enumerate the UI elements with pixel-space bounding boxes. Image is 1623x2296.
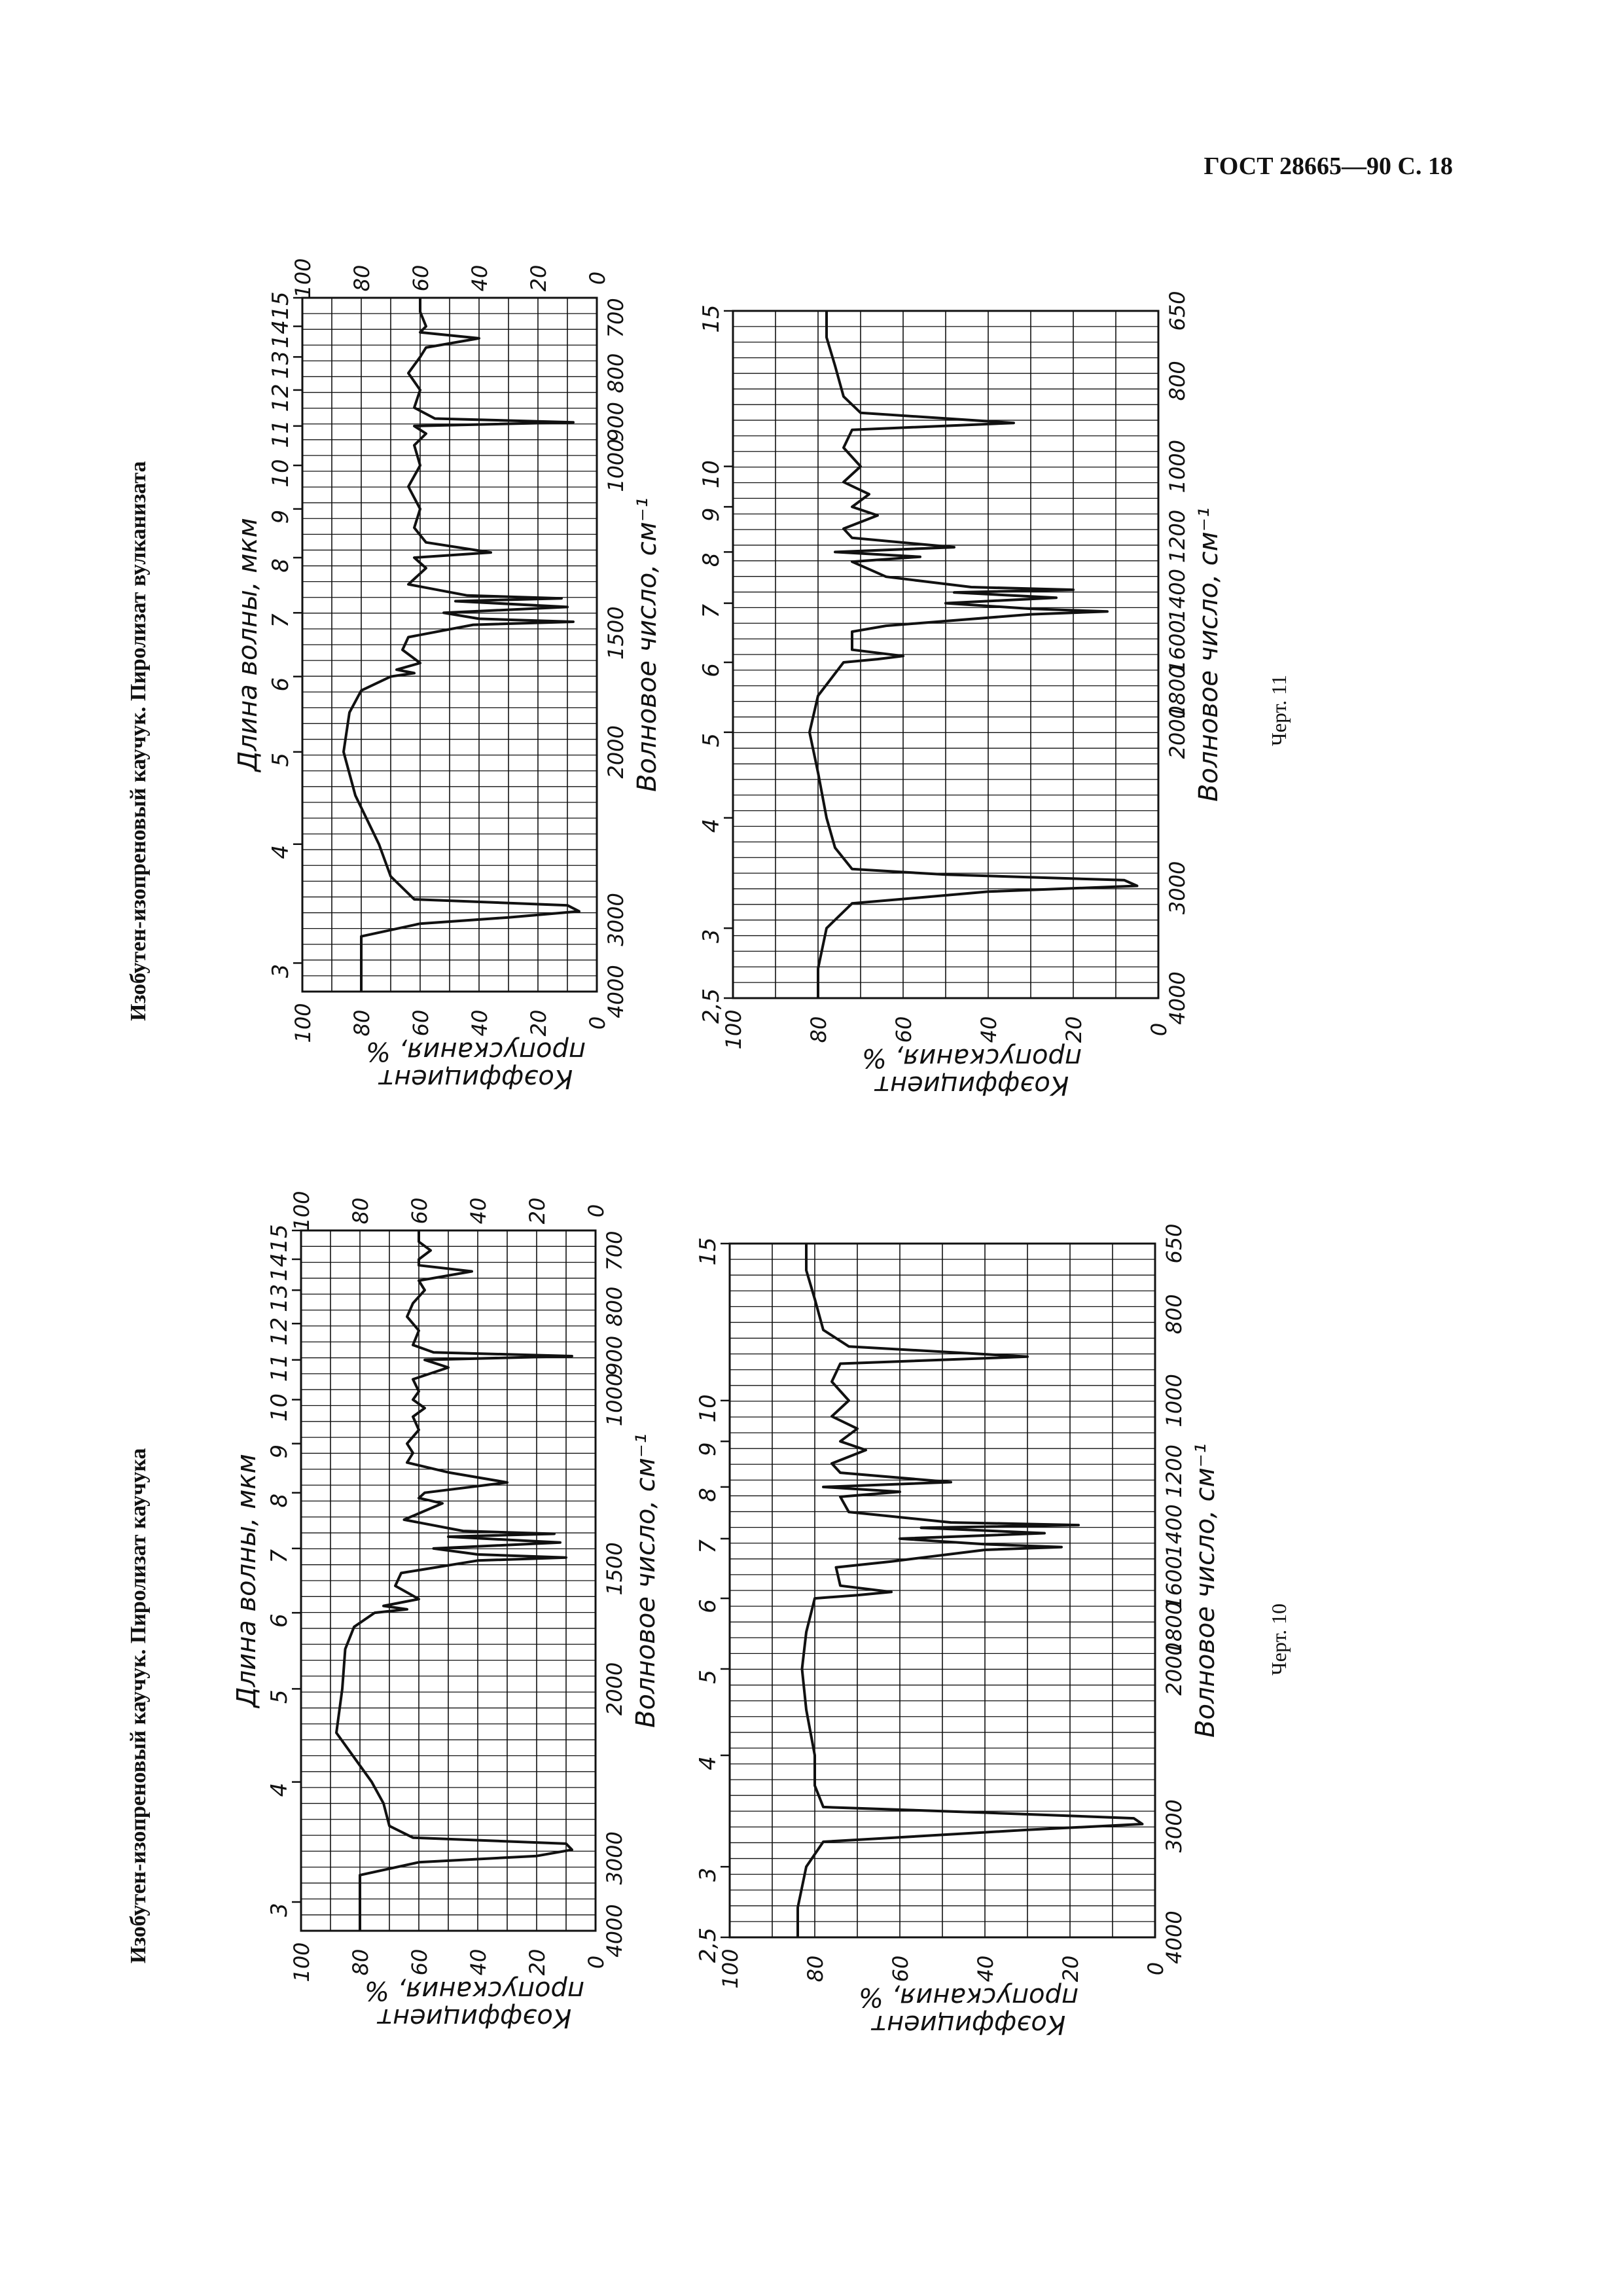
wavelength-tick-label: 3 bbox=[698, 929, 724, 943]
transmittance-tick-label: 40 bbox=[976, 1016, 1001, 1043]
wavenumber-axis-title: Волновое число, см⁻¹ bbox=[1194, 507, 1224, 802]
transmittance-tick-label-top: 20 bbox=[525, 1197, 550, 1225]
transmittance-tick-label-top: 80 bbox=[349, 264, 374, 292]
wavelength-tick-label: 2,5 bbox=[695, 1927, 721, 1964]
transmittance-tick-label: 80 bbox=[806, 1016, 831, 1043]
transmittance-tick-label: 0 bbox=[585, 1016, 610, 1030]
wavelength-tick-label: 8 bbox=[698, 552, 724, 567]
wavelength-tick-label: 15 bbox=[698, 304, 724, 333]
wavenumber-tick-label: 800 bbox=[1162, 1294, 1186, 1335]
wavenumber-tick-label: 700 bbox=[603, 298, 628, 338]
wavelength-tick-label: 10 bbox=[266, 1393, 293, 1422]
transmittance-tick-label: 80 bbox=[348, 1948, 373, 1976]
transmittance-axis-title-line2: пропускания, % bbox=[364, 1975, 585, 2005]
transmittance-tick-label: 60 bbox=[891, 1016, 916, 1043]
chart-panel-3 bbox=[233, 258, 662, 1094]
wavenumber-tick-label: 2000 bbox=[1165, 706, 1190, 759]
wavelength-tick-label: 12 bbox=[266, 1317, 293, 1346]
wavenumber-tick-label: 2000 bbox=[602, 1662, 627, 1716]
transmittance-tick-label-top: 0 bbox=[584, 1204, 609, 1218]
wavelength-axis-title: Длина волны, мкм bbox=[232, 1454, 262, 1708]
wavenumber-tick-label: 800 bbox=[603, 353, 628, 393]
wavenumber-tick-label: 800 bbox=[1165, 361, 1190, 401]
wavelength-tick-label: 8 bbox=[268, 558, 294, 573]
transmittance-tick-label: 40 bbox=[466, 1948, 491, 1976]
transmittance-tick-label-top: 100 bbox=[289, 1191, 314, 1231]
wavelength-tick-label: 14 bbox=[266, 1253, 293, 1282]
wavelength-tick-label: 3 bbox=[266, 1903, 293, 1917]
transmittance-tick-label: 80 bbox=[803, 1955, 828, 1982]
wavelength-tick-label: 4 bbox=[268, 844, 294, 859]
transmittance-tick-label: 80 bbox=[349, 1009, 374, 1037]
wavelength-tick-label: 8 bbox=[266, 1493, 293, 1508]
wavenumber-tick-label: 2000 bbox=[1162, 1642, 1186, 1696]
wavelength-tick-label: 9 bbox=[266, 1444, 293, 1459]
chart-panel-2 bbox=[695, 1223, 1221, 2039]
wavenumber-tick-label: 900 bbox=[603, 401, 628, 442]
wavenumber-tick-label: 1500 bbox=[603, 606, 628, 660]
wavelength-tick-label: 5 bbox=[695, 1670, 721, 1684]
wavelength-tick-label: 6 bbox=[695, 1599, 721, 1613]
wavenumber-tick-label: 1000 bbox=[603, 439, 628, 492]
transmittance-tick-label: 0 bbox=[1143, 1962, 1168, 1976]
transmittance-tick-label: 100 bbox=[291, 1003, 315, 1043]
wavenumber-tick-label: 3000 bbox=[603, 893, 628, 946]
chart-panel-4 bbox=[698, 291, 1224, 1100]
chart-panel-1 bbox=[232, 1191, 661, 2033]
wavenumber-tick-label: 650 bbox=[1162, 1223, 1186, 1264]
wavenumber-tick-label: 900 bbox=[602, 1335, 627, 1376]
wavenumber-tick-label: 1400 bbox=[1165, 569, 1190, 622]
wavenumber-tick-label: 1000 bbox=[1165, 439, 1190, 493]
wavenumber-axis-title: Волновое число, см⁻¹ bbox=[1190, 1443, 1221, 1738]
caption-right: Черт. 11 bbox=[1267, 675, 1291, 746]
transmittance-axis-title-line1: Коэффициент bbox=[377, 2003, 572, 2033]
wavenumber-tick-label: 3000 bbox=[1162, 1799, 1186, 1853]
transmittance-tick-label-top: 60 bbox=[408, 264, 433, 292]
wavenumber-tick-label: 3000 bbox=[602, 1831, 627, 1885]
wavelength-tick-label: 11 bbox=[268, 420, 294, 448]
wavenumber-tick-label: 800 bbox=[602, 1286, 627, 1327]
wavelength-tick-label: 2,5 bbox=[698, 988, 724, 1024]
wavelength-tick-label: 12 bbox=[268, 384, 294, 412]
transmittance-tick-label: 60 bbox=[408, 1009, 433, 1037]
transmittance-tick-label: 100 bbox=[289, 1942, 314, 1982]
transmittance-tick-label: 20 bbox=[1058, 1955, 1083, 1982]
wavelength-tick-label: 5 bbox=[266, 1689, 293, 1704]
transmittance-tick-label-top: 100 bbox=[291, 258, 315, 298]
wavelength-tick-label: 9 bbox=[695, 1442, 721, 1457]
transmittance-tick-label-top: 40 bbox=[467, 264, 492, 292]
transmittance-tick-label: 40 bbox=[467, 1009, 492, 1037]
section-left-title: Изобутен-изопреновый каучук. Пиролизат каучука bbox=[126, 1448, 151, 1964]
transmittance-tick-label: 60 bbox=[888, 1955, 913, 1982]
transmittance-tick-label: 100 bbox=[721, 1009, 746, 1050]
page-header: ГОСТ 28665—90 С. 18 bbox=[1204, 152, 1453, 180]
wavenumber-tick-label: 3000 bbox=[1165, 861, 1190, 915]
transmittance-tick-label-top: 80 bbox=[348, 1197, 373, 1225]
wavenumber-tick-label: 1600 bbox=[1162, 1556, 1186, 1609]
wavelength-tick-label: 10 bbox=[268, 459, 294, 488]
transmittance-tick-label-top: 60 bbox=[407, 1197, 432, 1225]
wavelength-tick-label: 5 bbox=[268, 752, 294, 767]
wavenumber-tick-label: 1600 bbox=[1165, 620, 1190, 673]
wavenumber-tick-label: 1800 bbox=[1162, 1601, 1186, 1655]
wavelength-tick-label: 6 bbox=[268, 677, 294, 692]
transmittance-tick-label: 60 bbox=[407, 1948, 432, 1976]
wavelength-tick-label: 3 bbox=[268, 963, 294, 978]
wavelength-tick-label: 14 bbox=[268, 319, 294, 349]
section-right-title: Изобутен-изопреновый каучук. Пиролизат вулканизата bbox=[126, 461, 151, 1021]
wavelength-tick-label: 9 bbox=[698, 507, 724, 522]
transmittance-axis-title-line2: пропускания, % bbox=[858, 1982, 1079, 2012]
wavenumber-tick-label: 700 bbox=[602, 1230, 627, 1271]
wavelength-tick-label: 11 bbox=[266, 1354, 293, 1382]
transmittance-tick-label: 0 bbox=[1147, 1022, 1171, 1037]
wavelength-tick-label: 8 bbox=[695, 1488, 721, 1502]
wavenumber-tick-label: 650 bbox=[1165, 291, 1190, 331]
transmittance-axis-title-line1: Коэффициент bbox=[871, 2009, 1066, 2039]
wavenumber-axis-title: Волновое число, см⁻¹ bbox=[632, 497, 662, 792]
wavenumber-axis-title: Волновое число, см⁻¹ bbox=[631, 1433, 661, 1728]
wavenumber-tick-label: 4000 bbox=[602, 1904, 627, 1958]
wavelength-tick-label: 13 bbox=[266, 1283, 293, 1312]
wavelength-tick-label: 4 bbox=[698, 818, 724, 833]
wavelength-tick-label: 15 bbox=[695, 1237, 721, 1266]
caption-left: Черт. 10 bbox=[1267, 1603, 1291, 1676]
wavelength-tick-label: 15 bbox=[268, 291, 294, 320]
transmittance-tick-label-top: 40 bbox=[466, 1197, 491, 1225]
wavelength-axis-title: Длина волны, мкм bbox=[233, 518, 263, 772]
wavelength-tick-label: 7 bbox=[268, 613, 294, 628]
transmittance-axis-title-line2: пропускания, % bbox=[861, 1043, 1082, 1073]
wavelength-tick-label: 3 bbox=[695, 1867, 721, 1882]
wavelength-tick-label: 6 bbox=[266, 1613, 293, 1628]
wavelength-tick-label: 7 bbox=[266, 1549, 293, 1564]
charts-group bbox=[232, 258, 1224, 2039]
wavenumber-tick-label: 1200 bbox=[1162, 1444, 1186, 1498]
transmittance-tick-label-top: 20 bbox=[526, 264, 551, 292]
wavenumber-tick-label: 1000 bbox=[602, 1372, 627, 1427]
wavelength-tick-label: 15 bbox=[266, 1224, 293, 1253]
wavelength-tick-label: 4 bbox=[695, 1756, 721, 1770]
wavenumber-tick-label: 1400 bbox=[1162, 1504, 1186, 1558]
transmittance-tick-label: 100 bbox=[718, 1948, 743, 1989]
wavelength-tick-label: 7 bbox=[695, 1539, 721, 1554]
wavenumber-tick-label: 1000 bbox=[1162, 1374, 1186, 1427]
transmittance-tick-label: 20 bbox=[525, 1948, 550, 1976]
transmittance-tick-label: 0 bbox=[584, 1955, 609, 1969]
wavelength-tick-label: 6 bbox=[698, 663, 724, 677]
transmittance-tick-label: 20 bbox=[526, 1009, 551, 1037]
wavelength-tick-label: 5 bbox=[698, 732, 724, 747]
wavelength-tick-label: 4 bbox=[266, 1782, 293, 1797]
wavenumber-tick-label: 4000 bbox=[1165, 971, 1190, 1025]
transmittance-tick-label: 40 bbox=[973, 1955, 998, 1982]
transmittance-axis-title-line2: пропускания, % bbox=[365, 1036, 586, 1066]
wavelength-tick-label: 10 bbox=[695, 1394, 721, 1423]
wavelength-tick-label: 7 bbox=[698, 603, 724, 619]
wavelength-tick-label: 9 bbox=[268, 509, 294, 524]
transmittance-tick-label: 20 bbox=[1061, 1016, 1086, 1043]
wavelength-tick-label: 10 bbox=[698, 459, 724, 489]
transmittance-axis-title-line1: Коэффициент bbox=[874, 1070, 1069, 1100]
wavenumber-tick-label: 1800 bbox=[1165, 665, 1190, 719]
wavenumber-tick-label: 1200 bbox=[1165, 509, 1190, 564]
transmittance-axis-title-line1: Коэффициент bbox=[378, 1064, 573, 1094]
wavenumber-tick-label: 1500 bbox=[602, 1542, 627, 1596]
wavenumber-tick-label: 4000 bbox=[1162, 1910, 1186, 1964]
transmittance-tick-label-top: 0 bbox=[585, 271, 610, 285]
wavelength-tick-label: 13 bbox=[268, 350, 294, 380]
wavenumber-tick-label: 2000 bbox=[603, 725, 628, 779]
wavenumber-tick-label: 4000 bbox=[603, 965, 628, 1018]
